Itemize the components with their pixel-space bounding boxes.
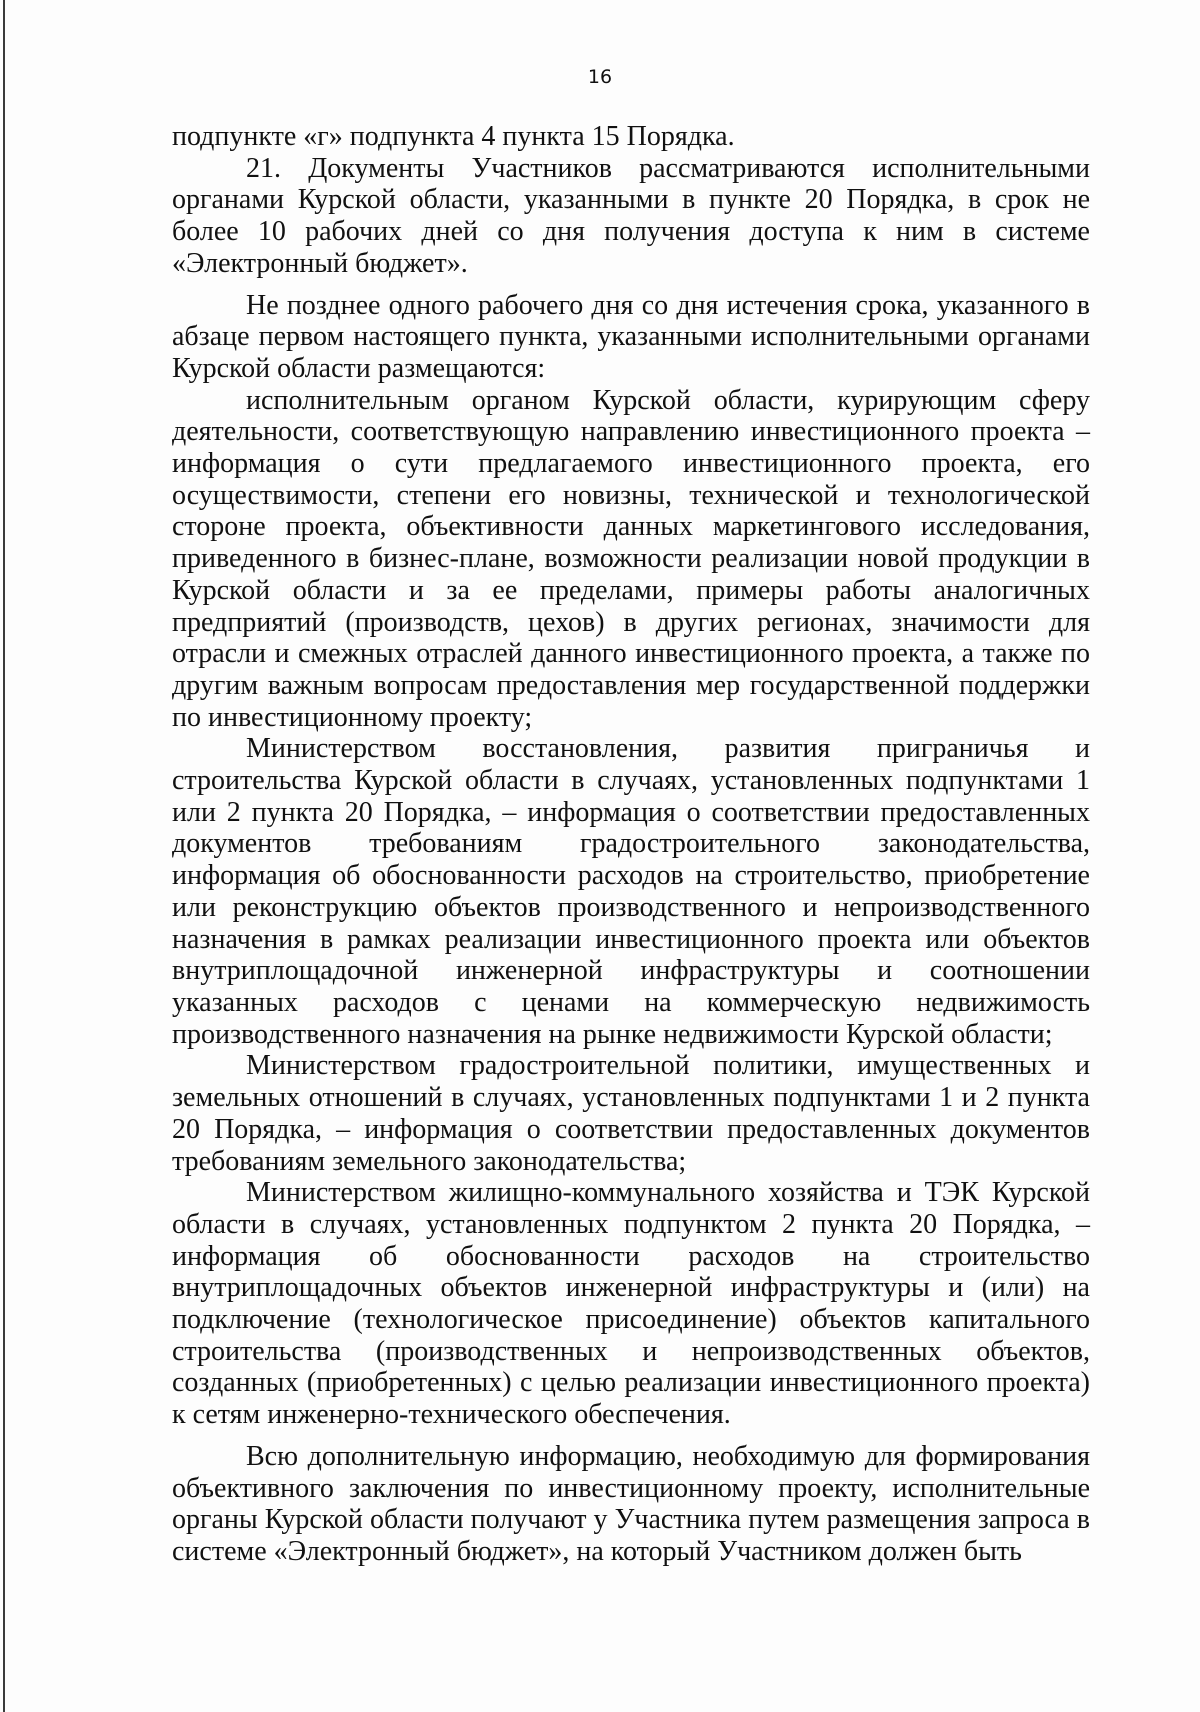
paragraph-7: Министерством жилищно-коммунального хозяйства и ТЭК Курской области в случаях, установленных подпунктом 2 пункта 20 Порядка, – информация об обоснованности расходов на строительство внутриплощадочных объектов инженерной инфраструктуры и (или) на подключение (технологическое присоединение) объектов капитального строительства (производственных и непроизводственных объектов, созданных (приобретенных) с целью реализации инвестиционного проекта) к сетям инженерно-технического обеспечения. xyxy=(172,1177,1090,1431)
paragraph-2: 21. Документы Участников рассматриваются исполнительными органами Курской области, указанными в пункте 20 Порядка, в срок не более 10 рабочих дней со дня получения доступа к ним в системе «Электронный бюджет». xyxy=(172,152,1090,279)
paragraph-1: подпункте «г» подпункта 4 пункта 15 Порядка. xyxy=(172,121,735,152)
page-number: 16 xyxy=(587,66,613,88)
paragraph-5: Министерством восстановления, развития приграничья и строительства Курской области в случаях, установленных подпунктами 1 или 2 пункта 20 Порядка, – информация о соответствии предоставленных документов требованиям градостроительного законодательства, информация об обоснованности расходов на строительство, приобретение или реконструкцию объектов производственного и непроизводственного назначения в рамках реализации инвестиционного проекта или объектов внутриплощадочной инженерной инфраструктуры и соотношении указанных расходов с ценами на коммерческую недвижимость производственного назначения на рынке недвижимости Курской области; xyxy=(172,733,1090,1050)
document-body xyxy=(172,121,1090,1568)
paragraph-6: Министерством градостроительной политики, имущественных и земельных отношений в случаях, установленных подпунктами 1 и 2 пункта 20 Порядка, – информация о соответствии предоставленных документов требованиям земельного законодательства; xyxy=(172,1050,1090,1177)
paragraph-3: Не позднее одного рабочего дня со дня истечения срока, указанного в абзаце первом настоящего пункта, указанными исполнительными органами Курской области размещаются: xyxy=(172,289,1090,384)
scan-edge xyxy=(3,0,5,1712)
paragraph-8: Всю дополнительную информацию, необходимую для формирования объективного заключения по инвестиционному проекту, исполнительные органы Курской области получают у Участника путем размещения запроса в системе «Электронный бюджет», на который Участником должен быть xyxy=(172,1440,1090,1567)
paragraph-4: исполнительным органом Курской области, курирующим сферу деятельности, соответствующую направлению инвестиционного проекта – информация о сути предлагаемого инвестиционного проекта, его осуществимости, степени его новизны, технической и технологической стороне проекта, объективности данных маркетингового исследования, приведенного в бизнес-плане, возможности реализации новой продукции в Курской области и за ее пределами, примеры работы аналогичных предприятий (производств, цехов) в других регионах, значимости для отрасли и смежных отраслей данного инвестиционного проекта, а также по другим важным вопросам предоставления мер государственной поддержки по инвестиционному проекту; xyxy=(172,384,1090,733)
